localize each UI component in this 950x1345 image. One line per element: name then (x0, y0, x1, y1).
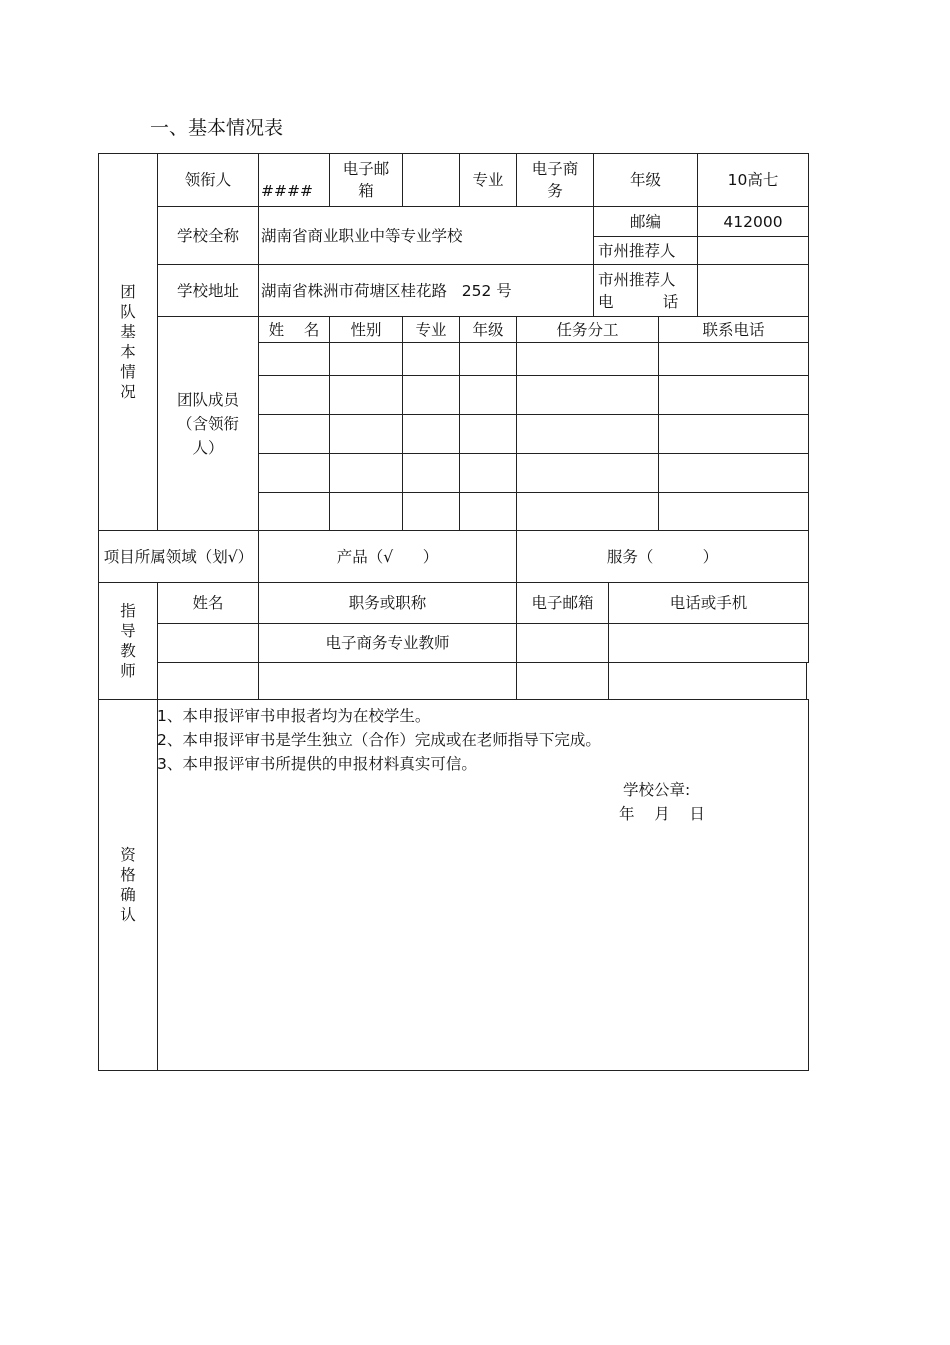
school-name-value: 湖南省商业职业中等专业学校 (258, 206, 594, 265)
member-row-1-grade (459, 342, 517, 376)
school-address-label: 学校地址 (157, 264, 259, 317)
member-row-2-phone (658, 375, 809, 415)
advisor-row-1-title: 电子商务专业教师 (258, 623, 517, 663)
school-seal-label: 学校公章: (623, 781, 691, 799)
member-row-3-major (402, 414, 460, 454)
recommender-value (697, 236, 809, 265)
member-header-task: 任务分工 (516, 316, 659, 343)
advisor-row-2-phone (608, 662, 807, 700)
postcode-value: 412000 (697, 206, 809, 237)
domain-service-option: 服务（ ） (516, 530, 809, 583)
domain-label (98, 530, 259, 583)
advisor-row-1-name (157, 623, 259, 663)
member-row-1-major (402, 342, 460, 376)
member-row-3-phone (658, 414, 809, 454)
domain-product-option: 产品（√ ） (258, 530, 517, 583)
member-row-5-major (402, 492, 460, 531)
team-section-label-text: 团队基本情况 (120, 283, 136, 401)
member-header-phone: 联系电话 (658, 316, 809, 343)
qualification-statement-1: 1、本申报评审书申报者均为在校学生。 (157, 707, 431, 725)
member-header-major: 专业 (402, 316, 460, 343)
member-row-4-gender (329, 453, 403, 493)
major-value (516, 153, 594, 207)
member-row-1-task (516, 342, 659, 376)
member-row-4-phone (658, 453, 809, 493)
advisor-row-2-name (157, 662, 259, 700)
member-row-1-name (258, 342, 330, 376)
school-name-label: 学校全称 (157, 206, 259, 265)
advisor-section-label-text: 指导教师 (120, 602, 136, 680)
advisor-row-1-phone (608, 623, 809, 663)
advisor-row-2-title (258, 662, 517, 700)
member-row-4-major (402, 453, 460, 493)
advisor-header-phone: 电话或手机 (608, 582, 809, 624)
grade-label: 年级 (593, 153, 698, 207)
member-header-gender: 性别 (329, 316, 403, 343)
team-section-label (98, 153, 158, 531)
member-row-3-gender (329, 414, 403, 454)
member-row-2-gender (329, 375, 403, 415)
major-value-text: 电子商务 (531, 160, 579, 200)
leader-label: 领衔人 (157, 153, 259, 207)
email-value (402, 153, 460, 207)
email-label (329, 153, 403, 207)
email-label-text: 电子邮箱 (342, 160, 390, 200)
advisor-header-email: 电子邮箱 (516, 582, 609, 624)
members-label-text: 团队成员（含领衔人） (176, 390, 239, 457)
member-row-4-task (516, 453, 659, 493)
grade-value: 10高七 (697, 153, 809, 207)
member-row-3-name (258, 414, 330, 454)
member-row-5-grade (459, 492, 517, 531)
member-row-2-name (258, 375, 330, 415)
advisor-row-2-email (516, 662, 609, 700)
member-row-2-task (516, 375, 659, 415)
page-title: 一、基本情况表 (150, 117, 284, 139)
member-row-2-major (402, 375, 460, 415)
member-header-name: 姓 名 (258, 316, 330, 343)
recommender-label: 市州推荐人 (593, 236, 698, 265)
member-row-5-name (258, 492, 330, 531)
recommender-phone-label-line2: 电 话 (598, 292, 679, 311)
advisor-header-title: 职务或职称 (258, 582, 517, 624)
member-row-3-grade (459, 414, 517, 454)
recommender-phone-label-line1: 市州推荐人 (598, 270, 676, 289)
qualification-section-label-text: 资格确认 (120, 846, 136, 924)
domain-label-text: 项目所属领域（划√） (103, 547, 254, 566)
member-row-5-task (516, 492, 659, 531)
member-row-5-phone (658, 492, 809, 531)
member-row-5-gender (329, 492, 403, 531)
member-row-4-name (258, 453, 330, 493)
members-label (157, 316, 259, 531)
postcode-label: 邮编 (593, 206, 698, 237)
recommender-phone-label (593, 264, 698, 317)
member-row-1-gender (329, 342, 403, 376)
major-label: 专业 (459, 153, 517, 207)
member-header-grade: 年级 (459, 316, 517, 343)
date-label: 年 月 日 (619, 805, 705, 823)
member-row-2-grade (459, 375, 517, 415)
advisor-section-label (98, 582, 158, 700)
qualification-statements (157, 704, 601, 776)
recommender-phone-value (697, 264, 809, 317)
advisor-header-name: 姓名 (157, 582, 259, 624)
advisor-row-1-email (516, 623, 609, 663)
member-row-3-task (516, 414, 659, 454)
qualification-section-label (98, 699, 158, 1071)
member-row-4-grade (459, 453, 517, 493)
qualification-statement-2: 2、本申报评审书是学生独立（合作）完成或在老师指导下完成。 (157, 731, 601, 749)
qualification-statement-3: 3、本申报评审书所提供的申报材料真实可信。 (157, 755, 477, 773)
member-row-1-phone (658, 342, 809, 376)
school-address-value: 湖南省株洲市荷塘区桂花路 252 号 (258, 264, 594, 317)
leader-value: #### (258, 153, 330, 207)
